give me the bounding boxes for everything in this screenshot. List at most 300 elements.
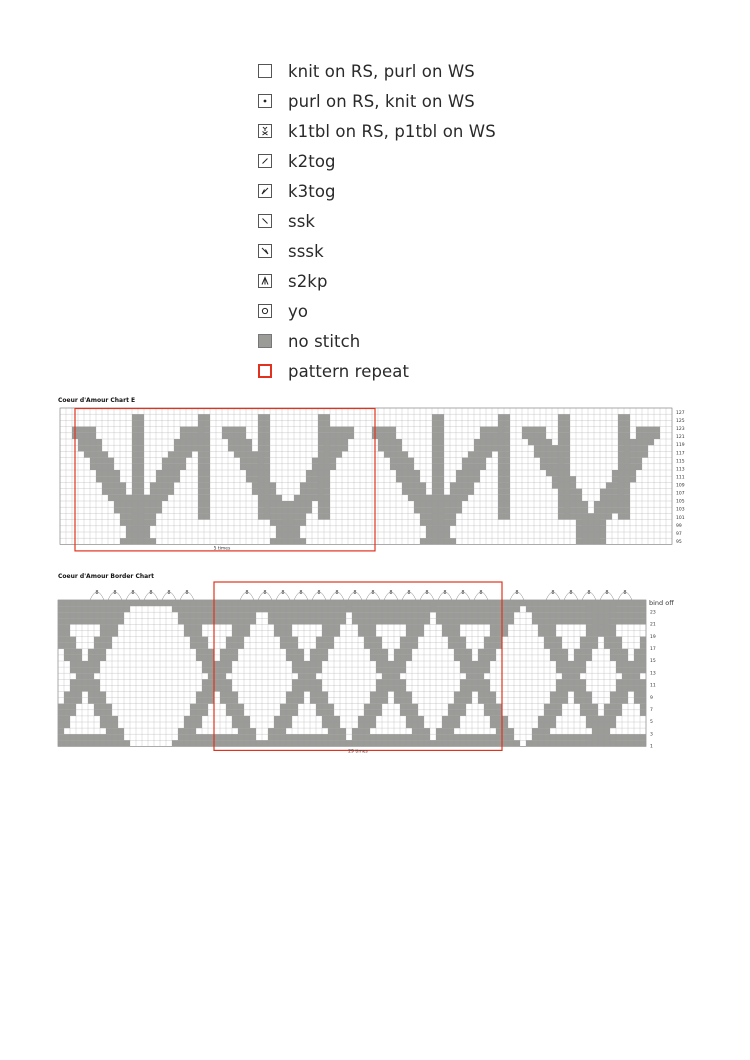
no-stitch-cell [640,661,646,667]
no-stitch-cell [240,445,246,451]
no-stitch-cell [412,728,418,734]
no-stitch-cell [264,420,270,426]
no-stitch-cell [378,445,384,451]
no-stitch-cell [58,637,64,643]
no-stitch-cell [204,470,210,476]
no-stitch-cell [532,612,538,618]
cable-number: 8 [167,590,171,596]
no-stitch-cell [642,445,648,451]
no-stitch-cell [340,600,346,606]
no-stitch-cell [204,433,210,439]
no-stitch-cell [606,501,612,507]
no-stitch-cell [192,427,198,433]
no-stitch-cell [538,722,544,728]
no-stitch-cell [76,673,82,679]
no-stitch-cell [82,667,88,673]
legend-item-k3tog [258,176,518,206]
no-stitch-cell [64,692,70,698]
no-stitch-cell [250,612,256,618]
no-stitch-cell [580,637,586,643]
no-stitch-cell [418,734,424,740]
no-stitch-cell [292,710,298,716]
no-stitch-cell [402,464,408,470]
no-stitch-cell [502,618,508,624]
no-stitch-cell [352,600,358,606]
no-stitch-cell [370,704,376,710]
no-stitch-cell [270,501,276,507]
no-stitch-cell [132,433,138,439]
no-stitch-cell [490,631,496,637]
no-stitch-cell [402,458,408,464]
border-chart-row-number: 9 [650,695,653,701]
no-stitch-cell [504,433,510,439]
no-stitch-cell [358,612,364,618]
chart-e-row-number: 95 [676,539,682,545]
no-stitch-cell [390,451,396,457]
no-stitch-cell [624,507,630,513]
no-stitch-cell [616,661,622,667]
no-stitch-cell [94,704,100,710]
no-stitch-cell [552,451,558,457]
no-stitch-cell [492,427,498,433]
no-stitch-cell [120,520,126,526]
no-stitch-cell [592,722,598,728]
no-stitch-cell [196,643,202,649]
no-stitch-cell [438,482,444,488]
no-stitch-cell [480,464,486,470]
no-stitch-cell [268,612,274,618]
no-stitch-cell [324,489,330,495]
no-stitch-cell [598,734,604,740]
cable-number: 8 [371,590,375,596]
no-stitch-cell [282,520,288,526]
no-stitch-cell [334,728,340,734]
no-stitch-cell [370,600,376,606]
no-stitch-cell [384,439,390,445]
no-stitch-cell [358,606,364,612]
no-stitch-cell [406,606,412,612]
no-stitch-cell [382,661,388,667]
no-stitch-cell [132,538,138,544]
no-stitch-cell [498,420,504,426]
no-stitch-cell [562,685,568,691]
no-stitch-cell [648,439,654,445]
no-stitch-cell [478,612,484,618]
no-stitch-cell [196,612,202,618]
no-stitch-cell [444,538,450,544]
no-stitch-cell [466,685,472,691]
no-stitch-cell [64,600,70,606]
no-stitch-cell [634,692,640,698]
no-stitch-cell [94,685,100,691]
no-stitch-cell [310,618,316,624]
no-stitch-cell [466,698,472,704]
no-stitch-cell [70,734,76,740]
blank-square-icon [258,64,272,78]
no-stitch-cell [634,685,640,691]
no-stitch-cell [226,649,232,655]
no-stitch-cell [138,439,144,445]
no-stitch-cell [562,692,568,698]
no-stitch-cell [630,439,636,445]
no-stitch-cell [250,618,256,624]
no-stitch-cell [64,606,70,612]
no-stitch-cell [640,600,646,606]
no-stitch-cell [244,618,250,624]
no-stitch-cell [544,643,550,649]
no-stitch-cell [556,710,562,716]
no-stitch-cell [88,661,94,667]
no-stitch-cell [472,679,478,685]
no-stitch-cell [610,612,616,618]
no-stitch-cell [490,740,496,746]
no-stitch-cell [504,513,510,519]
no-stitch-cell [190,600,196,606]
no-stitch-cell [364,637,370,643]
no-stitch-cell [328,624,334,630]
no-stitch-cell [96,451,102,457]
no-stitch-cell [594,520,600,526]
no-stitch-cell [132,470,138,476]
no-stitch-cell [636,464,642,470]
legend-label: ssk [288,211,316,231]
no-stitch-cell [106,637,112,643]
no-stitch-cell [400,649,406,655]
no-stitch-cell [400,692,406,698]
no-stitch-cell [474,445,480,451]
no-stitch-cell [550,716,556,722]
no-stitch-cell [364,618,370,624]
no-stitch-cell [262,740,268,746]
no-stitch-cell [190,643,196,649]
no-stitch-cell [522,433,528,439]
no-stitch-cell [558,501,564,507]
no-stitch-cell [274,606,280,612]
no-stitch-cell [586,740,592,746]
no-stitch-cell [178,606,184,612]
no-stitch-cell [472,740,478,746]
no-stitch-cell [556,606,562,612]
no-stitch-cell [396,451,402,457]
no-stitch-cell [196,618,202,624]
no-stitch-cell [330,458,336,464]
no-stitch-cell [138,489,144,495]
no-stitch-cell [654,433,660,439]
no-stitch-cell [376,600,382,606]
no-stitch-cell [64,734,70,740]
no-stitch-cell [174,458,180,464]
no-stitch-cell [190,606,196,612]
no-stitch-cell [252,476,258,482]
no-stitch-cell [328,710,334,716]
no-stitch-cell [550,624,556,630]
no-stitch-cell [432,427,438,433]
no-stitch-cell [582,501,588,507]
no-stitch-cell [232,692,238,698]
no-stitch-cell [204,482,210,488]
no-stitch-cell [568,661,574,667]
no-stitch-cell [196,692,202,698]
yo-icon [258,304,272,318]
no-stitch-cell [436,600,442,606]
no-stitch-cell [462,476,468,482]
no-stitch-cell [490,710,496,716]
no-stitch-cell [450,482,456,488]
no-stitch-cell [418,618,424,624]
no-stitch-cell [58,631,64,637]
no-stitch-cell [226,667,232,673]
no-stitch-cell [264,439,270,445]
no-stitch-cell [270,495,276,501]
no-stitch-cell [274,734,280,740]
no-stitch-cell [238,722,244,728]
cable-number: 8 [335,590,339,596]
no-stitch-cell [564,482,570,488]
no-stitch-cell [636,445,642,451]
no-stitch-cell [624,464,630,470]
no-stitch-cell [310,692,316,698]
no-stitch-cell [310,673,316,679]
no-stitch-cell [588,520,594,526]
no-stitch-cell [414,476,420,482]
no-stitch-cell [310,661,316,667]
no-stitch-cell [300,501,306,507]
no-stitch-cell [106,728,112,734]
no-stitch-cell [574,740,580,746]
no-stitch-cell [318,451,324,457]
no-stitch-cell [508,740,514,746]
no-stitch-cell [100,624,106,630]
no-stitch-cell [292,679,298,685]
no-stitch-cell [444,513,450,519]
no-stitch-cell [168,489,174,495]
no-stitch-cell [622,734,628,740]
no-stitch-cell [370,698,376,704]
no-stitch-cell [592,716,598,722]
no-stitch-cell [612,476,618,482]
no-stitch-cell [294,495,300,501]
no-stitch-cell [196,710,202,716]
no-stitch-cell [256,606,262,612]
no-stitch-cell [198,476,204,482]
chart-e-row-number: 103 [676,507,685,513]
no-stitch-cell [556,612,562,618]
no-stitch-cell [226,661,232,667]
no-stitch-cell [570,476,576,482]
no-stitch-cell [484,679,490,685]
no-stitch-cell [280,618,286,624]
no-stitch-cell [258,476,264,482]
no-stitch-cell [648,433,654,439]
no-stitch-cell [78,433,84,439]
no-stitch-cell [388,606,394,612]
no-stitch-cell [172,740,178,746]
no-stitch-cell [208,649,214,655]
no-stitch-cell [316,606,322,612]
no-stitch-cell [76,679,82,685]
no-stitch-cell [102,451,108,457]
no-stitch-cell [286,722,292,728]
no-stitch-cell [504,439,510,445]
no-stitch-cell [600,507,606,513]
no-stitch-cell [142,600,148,606]
no-stitch-cell [304,600,310,606]
no-stitch-cell [198,445,204,451]
no-stitch-cell [76,685,82,691]
no-stitch-cell [454,618,460,624]
no-stitch-cell [538,740,544,746]
no-stitch-cell [460,692,466,698]
no-stitch-cell [364,600,370,606]
no-stitch-cell [406,722,412,728]
no-stitch-cell [484,704,490,710]
no-stitch-cell [586,624,592,630]
no-stitch-cell [316,710,322,716]
no-stitch-cell [418,631,424,637]
no-stitch-cell [220,667,226,673]
no-stitch-cell [300,520,306,526]
no-stitch-cell [400,637,406,643]
no-stitch-cell [616,685,622,691]
no-stitch-cell [340,612,346,618]
no-stitch-cell [394,649,400,655]
no-stitch-cell [544,618,550,624]
no-stitch-cell [382,606,388,612]
no-stitch-cell [318,476,324,482]
no-stitch-cell [450,520,456,526]
no-stitch-cell [586,618,592,624]
no-stitch-cell [226,606,232,612]
no-stitch-cell [90,427,96,433]
no-stitch-cell [640,655,646,661]
no-stitch-cell [70,685,76,691]
cable-number: 8 [461,590,465,596]
no-stitch-cell [624,489,630,495]
no-stitch-cell [504,427,510,433]
no-stitch-cell [538,716,544,722]
no-stitch-cell [346,600,352,606]
no-stitch-cell [490,734,496,740]
no-stitch-cell [304,673,310,679]
no-stitch-cell [202,643,208,649]
no-stitch-cell [430,606,436,612]
no-stitch-cell [394,685,400,691]
no-stitch-cell [280,722,286,728]
no-stitch-cell [426,501,432,507]
no-stitch-cell [622,679,628,685]
no-stitch-cell [414,470,420,476]
no-stitch-cell [70,667,76,673]
no-stitch-cell [406,710,412,716]
no-stitch-cell [544,722,550,728]
no-stitch-cell [462,482,468,488]
no-stitch-cell [474,439,480,445]
no-stitch-cell [438,433,444,439]
no-stitch-cell [498,439,504,445]
no-stitch-cell [196,637,202,643]
no-stitch-cell [406,716,412,722]
no-stitch-cell [280,704,286,710]
no-stitch-cell [232,606,238,612]
no-stitch-cell [574,661,580,667]
no-stitch-cell [618,427,624,433]
no-stitch-cell [382,673,388,679]
no-stitch-cell [322,692,328,698]
no-stitch-cell [496,637,502,643]
no-stitch-cell [618,501,624,507]
no-stitch-cell [432,482,438,488]
no-stitch-cell [600,538,606,544]
no-stitch-cell [454,655,460,661]
no-stitch-cell [198,458,204,464]
no-stitch-cell [640,710,646,716]
no-stitch-cell [90,445,96,451]
no-stitch-cell [322,637,328,643]
no-stitch-cell [558,507,564,513]
no-stitch-cell [274,740,280,746]
no-stitch-cell [220,606,226,612]
no-stitch-cell [402,482,408,488]
no-stitch-cell [618,482,624,488]
no-stitch-cell [292,692,298,698]
no-stitch-cell [460,679,466,685]
no-stitch-cell [562,600,568,606]
no-stitch-cell [396,458,402,464]
no-stitch-cell [556,704,562,710]
no-stitch-cell [498,433,504,439]
no-stitch-cell [88,667,94,673]
no-stitch-cell [558,414,564,420]
no-stitch-cell [412,600,418,606]
no-stitch-cell [538,618,544,624]
no-stitch-cell [604,612,610,618]
chart-e-row-number: 97 [676,531,682,537]
no-stitch-cell [412,637,418,643]
cable-number: 8 [425,590,429,596]
no-stitch-cell [580,667,586,673]
no-stitch-cell [162,482,168,488]
no-stitch-cell [280,740,286,746]
no-stitch-cell [556,692,562,698]
no-stitch-cell [264,482,270,488]
no-stitch-cell [298,661,304,667]
no-stitch-cell [408,495,414,501]
no-stitch-cell [258,458,264,464]
no-stitch-cell [412,612,418,618]
no-stitch-cell [472,606,478,612]
no-stitch-cell [292,655,298,661]
no-stitch-cell [298,698,304,704]
no-stitch-cell [538,728,544,734]
no-stitch-cell [456,489,462,495]
no-stitch-cell [442,612,448,618]
no-stitch-cell [432,489,438,495]
no-stitch-cell [282,507,288,513]
no-stitch-cell [400,704,406,710]
no-stitch-cell [340,740,346,746]
no-stitch-cell [634,679,640,685]
no-stitch-cell [286,643,292,649]
no-stitch-cell [358,618,364,624]
no-stitch-cell [544,631,550,637]
no-stitch-cell [438,427,444,433]
no-stitch-cell [376,679,382,685]
no-stitch-cell [598,618,604,624]
no-stitch-cell [268,600,274,606]
no-stitch-cell [402,451,408,457]
no-stitch-cell [574,649,580,655]
no-stitch-cell [580,685,586,691]
